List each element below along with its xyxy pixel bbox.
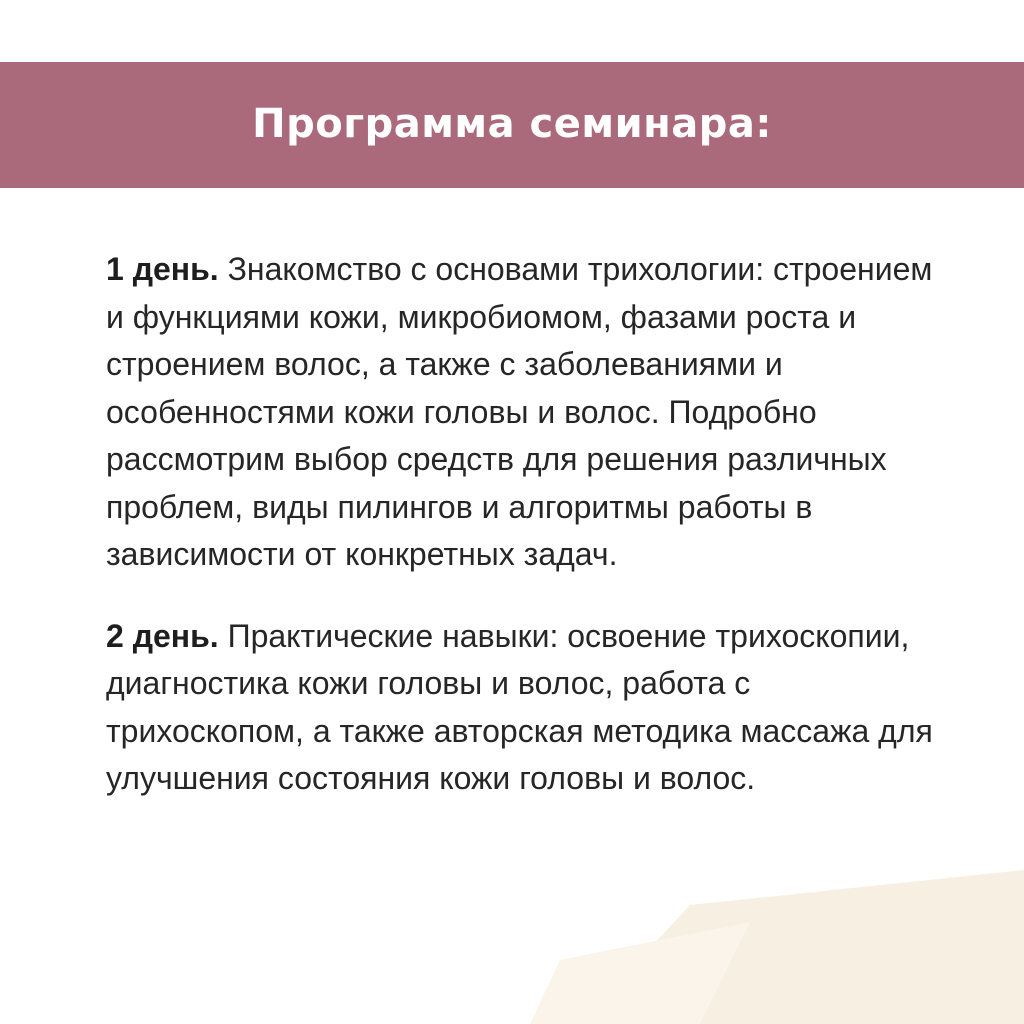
program-content	[106, 246, 936, 803]
program-day-1	[106, 246, 936, 579]
decorative-shape-lighter	[530, 922, 750, 1024]
day-1-description: Знакомство с основами трихологии: строением и функциями кожи, микробиомом, фазами роста и строением волос, а также с заболеваниями и особенностями кожи головы и волос. Подробно рассмотрим выбор средств для решения различных проблем, виды пилингов и алгоритмы работы в зависимости от конкретных задач.	[106, 251, 933, 572]
day-2-label: 2 день.	[106, 617, 219, 654]
day-2-description: Практические навыки: освоение трихоскопии, диагностика кожи головы и волос, работа с трихоскопом, а также авторская методика массажа для улучшения состояния кожи головы и волос.	[106, 617, 933, 796]
decorative-shape-light	[580, 870, 1024, 1024]
day-1-label: 1 день.	[106, 251, 219, 287]
page-title: Программа семинара:	[252, 101, 772, 147]
program-day-2	[106, 613, 936, 803]
header-band	[0, 62, 1024, 188]
